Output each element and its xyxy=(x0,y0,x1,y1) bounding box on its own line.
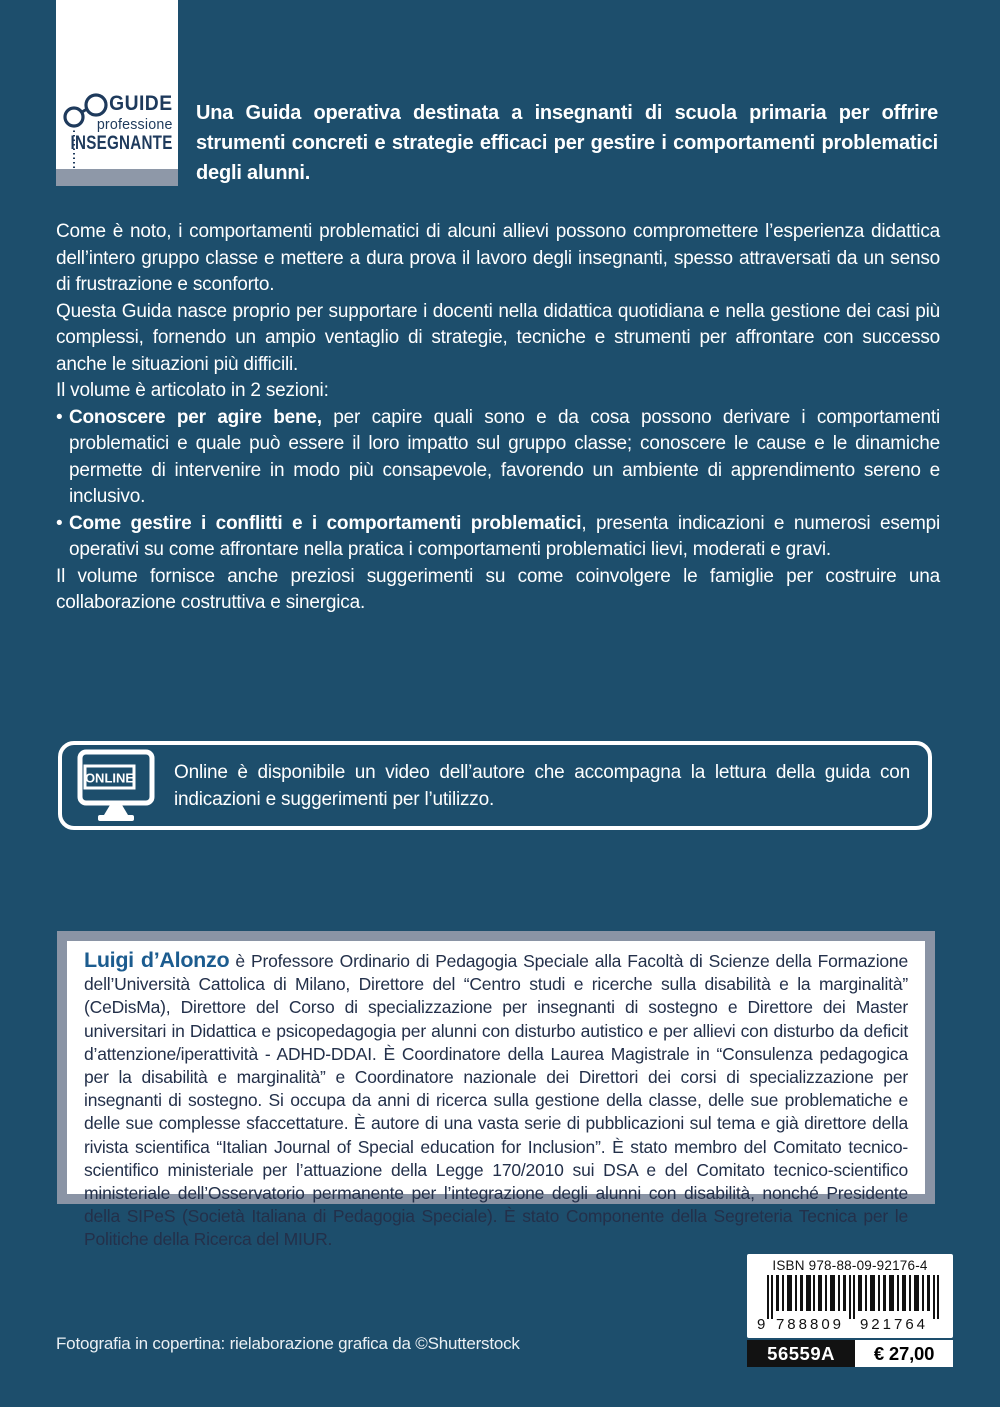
cover-tagline: Una Guida operativa destinata a insegnanti di scuola primaria per offrire strumenti concreti e strategie efficaci per gestire i comportamenti problematici degli alunni. xyxy=(196,102,938,184)
photo-credit: Fotografia in copertina: rielaborazione grafica da ©Shutterstock xyxy=(56,1334,520,1353)
code-price-row xyxy=(747,1340,953,1367)
author-bio-text xyxy=(84,949,908,1252)
product-code-badge: 56559A xyxy=(747,1340,855,1367)
description-paragraph-1: Come è noto, i comportamenti problematici di alcuni allievi possono compromettere l’esperienza didattica dell’intero gruppo classe e mettere a dura prova il lavoro degli insegnanti, spesso attraversati da un senso di frustrazione e sconforto. xyxy=(56,221,940,295)
author-bio-box xyxy=(57,931,935,1250)
series-logo-line3: INSEGNANTE xyxy=(70,133,173,154)
online-monitor-icon xyxy=(77,749,159,823)
online-icon-label: ONLINE xyxy=(84,770,135,785)
bullet-1-title: Conoscere per agire bene, xyxy=(69,406,322,428)
series-logo-line2: professione xyxy=(97,116,173,133)
bullet-1-text: per capire quali sono e da cosa possono derivare i comportamenti problematici e quale può essere il loro impatto sul gruppo classe; conoscere le cause e le dinamiche permette di intervenire in modo più consapevole, favorendo un ambiente di apprendimento sereno e inclusivo. xyxy=(69,406,940,507)
online-callout-box xyxy=(58,741,932,830)
online-callout-text: Online è disponibile un video dell’autore che accompagna la lettura della guida con indicazioni e suggerimenti per l’utilizzo. xyxy=(174,761,910,810)
barcode-group1: 788809 xyxy=(775,1316,845,1331)
bullet-icon: • xyxy=(56,406,63,428)
bullet-2-text: , presenta indicazioni e numerosi esempi operativi su come affrontare nella pratica i comportamenti problematici lievi, moderati e gravi. xyxy=(69,512,941,560)
bullet-icon: • xyxy=(56,512,63,534)
series-logo-gray-bar xyxy=(56,169,178,186)
barcode-digit-left: 9 xyxy=(757,1316,766,1331)
isbn-label: ISBN 978-88-09-92176-4 xyxy=(772,1258,928,1273)
bullet-2-title: Come gestire i conflitti e i comportamenti problematici xyxy=(69,512,582,534)
author-bio-body: è Professore Ordinario di Pedagogia Speciale alla Facoltà di Scienze della Formazione dell’Università Cattolica di Milano, Direttore del “Centro studi e ricerche sulla disabilità e la marginalità” (CeDisMa), Direttore del Corso di specializzazione per insegnanti di sostegno e Direttore dei Master universitari in Didattica e psicopedagogia per alunni con disturbo autistico e per allievi con disturbo da deficit d’attenzione/iperattività - ADHD-DDAI. È Coordinatore della Laurea Magistrale in “Consulenza pedagogica per la disabilità e marginalità” e Coordinatore nazionale dei Direttori dei corsi di specializzazione per insegnanti di sostegno. Si occupa da anni di ricerca sulla gestione della classe, delle sue problematiche e delle sue complesse sfaccettature. È autore di una vasta serie di pubblicazioni sul tema e già direttore della rivista scientifica “Italian Journal of Special education for Inclusion”. È stato membro del Comitato tecnico-scientifico ministeriale per l’attuazione della Legge 170/2010 sui DSA e del Comitato tecnico-scientifico ministeriale dell’Osservatorio permanente per l’integrazione degli alunni con disabilità, nonché Presidente della SIPeS (Società Italiana di Pedagogia Speciale). È stato Componente della Segreteria Tecnica per le Politiche della Ricerca del MIUR. xyxy=(84,951,908,1250)
price-badge: € 27,00 xyxy=(855,1340,953,1367)
isbn-card xyxy=(747,1254,953,1338)
bullet-section-2 xyxy=(56,511,940,564)
series-logo-text xyxy=(45,93,173,153)
ean-barcode xyxy=(753,1275,947,1331)
barcode-block xyxy=(747,1254,953,1367)
barcode-group2: 921764 xyxy=(859,1316,929,1331)
description-paragraph-3: Il volume fornisce anche preziosi suggerimenti su come coinvolgere le famiglie per costruire una collaborazione costruttiva e sinergica. xyxy=(56,565,940,613)
bullet-section-1 xyxy=(56,405,940,511)
description-paragraph-2: Questa Guida nasce proprio per supportare i docenti nella didattica quotidiana e nella gestione dei casi più complessi, fornendo un ampio ventaglio di strategie, tecniche e strumenti per affrontare con successo anche le situazioni più difficili. xyxy=(56,300,940,375)
back-cover-description xyxy=(56,219,940,617)
sections-intro: Il volume è articolato in 2 sezioni: xyxy=(56,380,329,401)
author-name: Luigi d’Alonzo xyxy=(84,948,230,972)
series-logo-line1: GUIDE xyxy=(109,92,173,115)
series-logo xyxy=(56,0,178,186)
